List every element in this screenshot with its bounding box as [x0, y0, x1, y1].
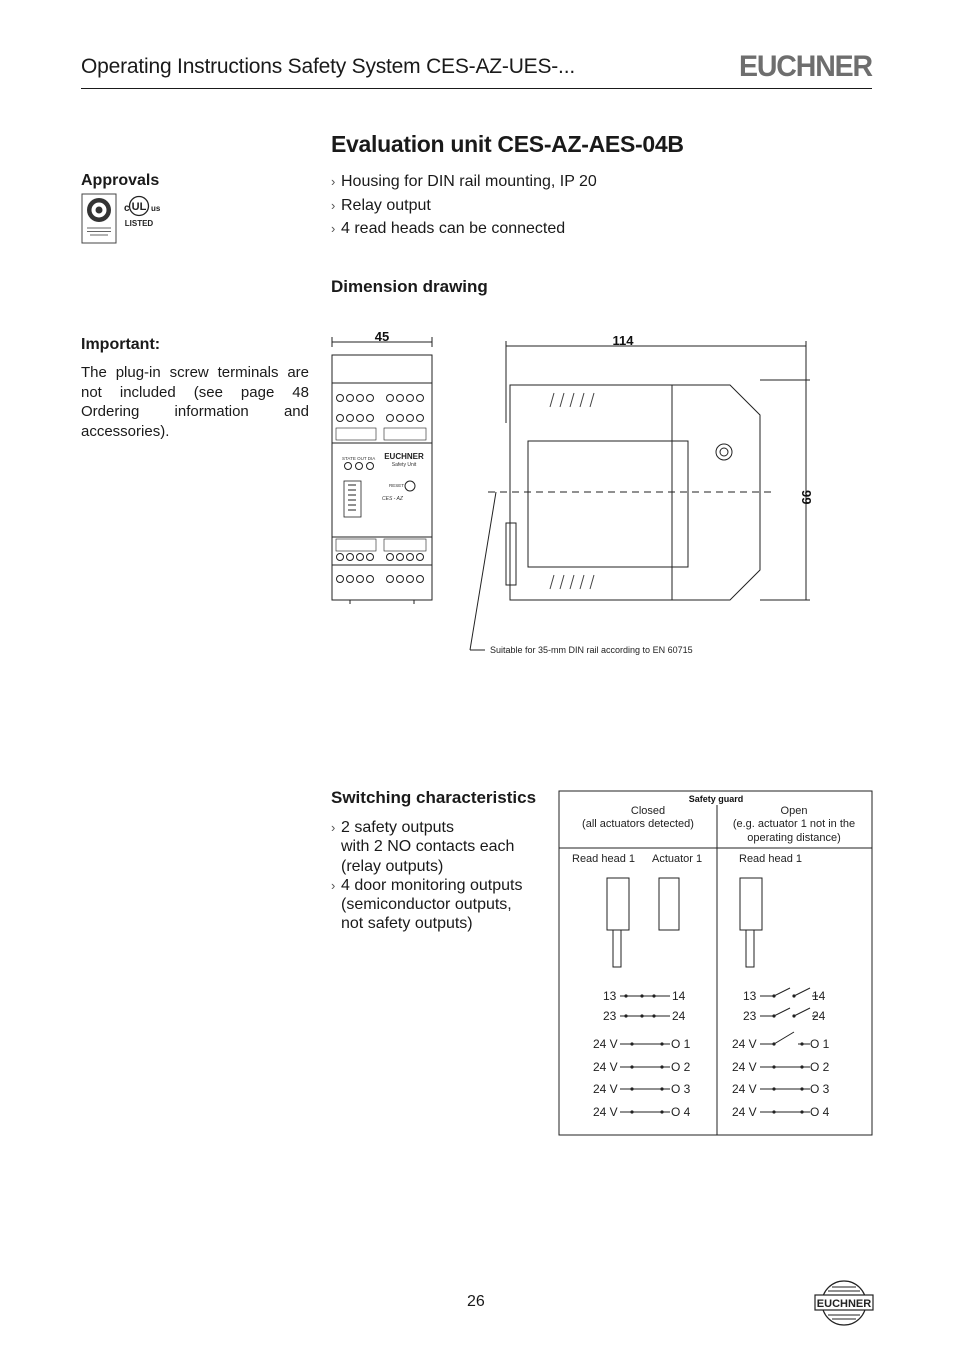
safety-guard-label: Safety guard	[688, 794, 744, 804]
dip-switch-block	[344, 481, 361, 517]
contact-label: 14	[812, 989, 826, 1003]
width-dimension-label: 45	[374, 329, 390, 344]
supply-label: 24 V	[732, 1082, 757, 1096]
feature-item: › 4 read heads can be connected	[331, 217, 597, 241]
led-dia-icon	[367, 463, 374, 470]
front-led-labels: STATE OUT DIA	[342, 456, 376, 461]
open-column-subtitle: operating distance)	[747, 832, 841, 844]
euchner-logo: EUCHNER	[739, 50, 872, 83]
switching-table	[558, 790, 874, 1138]
open-contact-23-24	[760, 1008, 818, 1016]
open-read-head-cable	[746, 930, 754, 967]
front-reset-label: RESET	[389, 483, 405, 488]
open-column-subtitle: (e.g. actuator 1 not in the	[732, 818, 856, 830]
contact-label: 23	[603, 1009, 617, 1023]
ul-listed-text: LISTED	[124, 219, 154, 228]
depth-dimension-label: 114	[612, 333, 634, 348]
closed-column-subtitle: (all actuators detected)	[582, 818, 694, 830]
contact-label: 14	[672, 989, 686, 1003]
closed-read-head-shape	[607, 878, 629, 930]
contact-label: 24	[672, 1009, 686, 1023]
closed-read-head-label: Read head 1	[572, 853, 635, 865]
front-brand-text: EUCHNER	[384, 452, 424, 461]
footer-logo-text: EUCHNER	[816, 1298, 872, 1310]
contact-label: 23	[743, 1009, 757, 1023]
output-label: O 1	[671, 1037, 691, 1051]
supply-label: 24 V	[593, 1060, 618, 1074]
approvals-heading: Approvals	[81, 172, 160, 189]
ul-us-text: us	[151, 204, 161, 213]
switching-item: › 2 safety outputs with 2 NO contacts each (relay outputs)	[331, 818, 556, 876]
front-view-outline	[332, 355, 432, 600]
closed-column-title: Closed	[630, 805, 666, 817]
closed-actuator-shape	[659, 878, 679, 930]
switching-item: › 4 door monitoring outputs (semiconductor outputs, not safety outputs)	[331, 876, 556, 934]
open-contact-13-14	[760, 988, 818, 996]
output-label: O 2	[671, 1060, 691, 1074]
contact-dots	[624, 994, 803, 1113]
terminal-row-bottom	[336, 539, 426, 583]
terminal-row-top	[336, 395, 426, 441]
document-header-title: Operating Instructions Safety System CES-AZ-UES-...	[81, 55, 575, 78]
reset-button-icon	[405, 481, 415, 491]
important-text: The plug-in screw terminals are not included (see page 48 Ordering information and accessories).	[81, 364, 309, 440]
closed-actuator-label: Actuator 1	[652, 853, 703, 865]
supply-label: 24 V	[593, 1037, 618, 1051]
footer-logo	[814, 1279, 874, 1327]
open-column-title: Open	[780, 805, 808, 817]
output-label: O 3	[671, 1082, 691, 1096]
led-out-icon	[356, 463, 363, 470]
supply-label: 24 V	[593, 1082, 618, 1096]
ul-mark-text: UL	[131, 201, 147, 213]
output-label: O 2	[810, 1060, 830, 1074]
din-note-leader	[470, 492, 496, 650]
contact-label: 13	[743, 989, 757, 1003]
dimension-drawing	[320, 325, 820, 665]
approval-marks	[81, 193, 166, 245]
side-view-knob-icon	[716, 444, 732, 460]
din-rail-clip	[506, 523, 516, 585]
contact-label: 13	[603, 989, 617, 1003]
height-dimension-label: 99	[799, 490, 814, 505]
closed-read-head-cable	[613, 930, 621, 967]
open-read-head-shape	[740, 878, 762, 930]
led-state-icon	[345, 463, 352, 470]
ul-c-text: c	[124, 203, 130, 214]
output-label: O 4	[810, 1105, 830, 1119]
vent-slots	[550, 393, 594, 589]
side-view-label-area	[528, 441, 688, 567]
important-heading: Important:	[81, 336, 161, 353]
dimension-heading: Dimension drawing	[331, 277, 488, 296]
section-title: Evaluation unit CES-AZ-AES-04B	[331, 131, 684, 157]
supply-label: 24 V	[732, 1105, 757, 1119]
output-label: O 3	[810, 1082, 830, 1096]
quality-seal-core-icon	[96, 207, 103, 214]
front-model-text: CES - AZ	[382, 496, 403, 502]
header-divider	[81, 88, 872, 89]
contact-label: 24	[812, 1009, 826, 1023]
switching-list	[331, 818, 556, 934]
din-rail-note: Suitable for 35-mm DIN rail according to EN 60715	[490, 645, 693, 655]
supply-label: 24 V	[732, 1060, 757, 1074]
supply-label: 24 V	[593, 1105, 618, 1119]
switching-heading: Switching characteristics	[331, 788, 537, 807]
page-number: 26	[467, 1293, 485, 1310]
front-sub-text: Safety Unit	[391, 462, 417, 468]
feature-item: › Housing for DIN rail mounting, IP 20	[331, 170, 597, 194]
side-view-knob-inner-icon	[720, 448, 728, 456]
open-read-head-label: Read head 1	[739, 853, 802, 865]
output-label: O 4	[671, 1105, 691, 1119]
feature-item: › Relay output	[331, 194, 597, 218]
output-label: O 1	[810, 1037, 830, 1051]
supply-label: 24 V	[732, 1037, 757, 1051]
feature-list	[331, 170, 597, 241]
open-output-1	[760, 1032, 810, 1044]
